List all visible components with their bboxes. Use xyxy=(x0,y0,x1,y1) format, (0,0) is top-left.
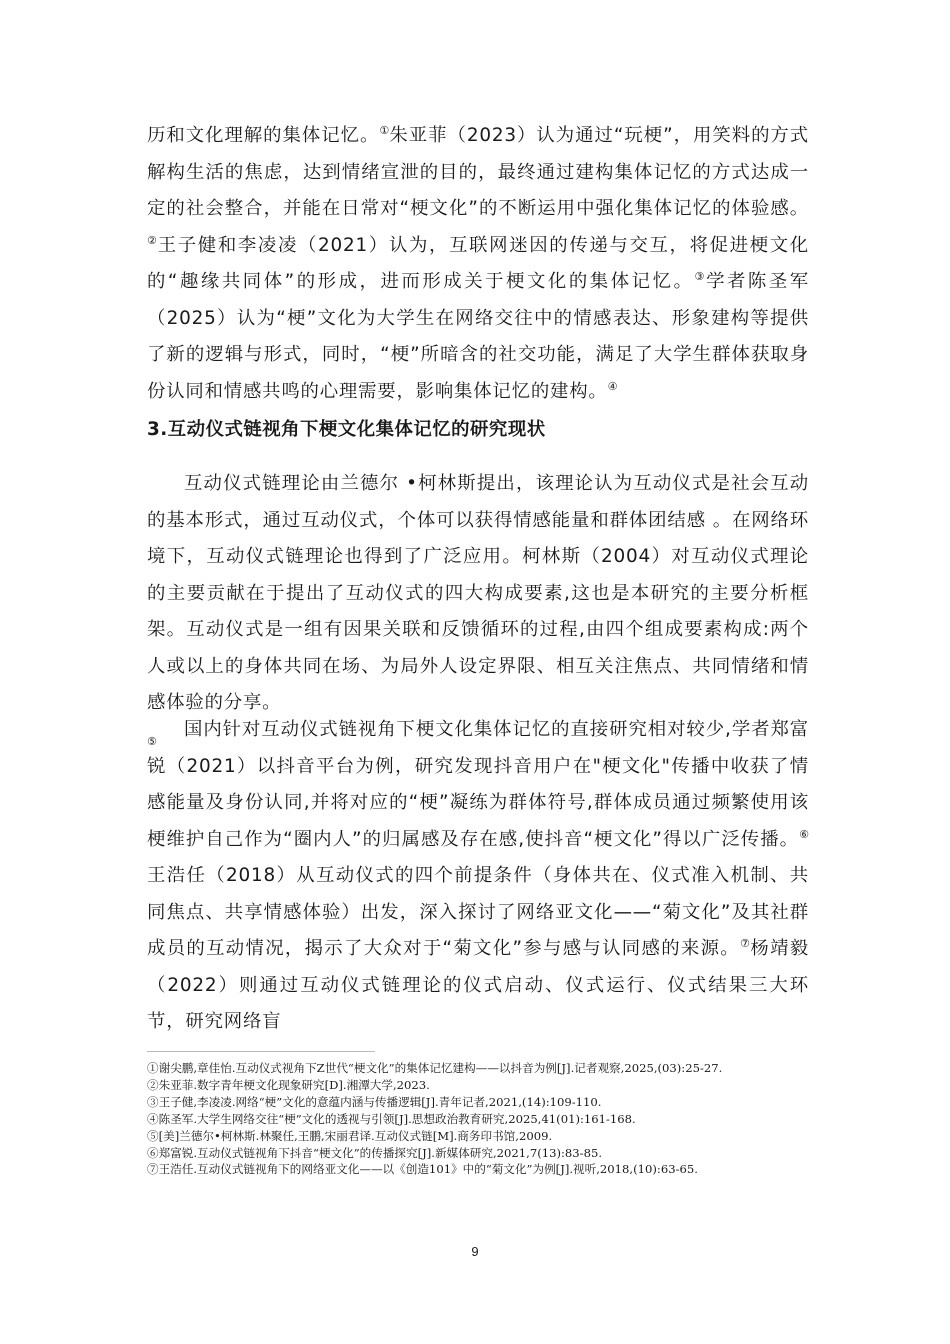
footnote-marker-1[interactable]: ① xyxy=(379,123,390,137)
paragraph-text: 国内针对互动仪式链视角下梗文化集体记忆的直接研究相对较少,学者郑富锐（2021）以抖音平台为例，研究发现抖音用户在"梗文化"传播中收获了情感能量及身份认同,并将对应的“梗”凝练为群体符号,群体成员通过频繁使用该梗维护自己作为“圈内人”的归属感及存在感,使抖音“梗文化”得以广泛传播。 xyxy=(147,719,809,850)
footnote-item: ①谢尖鹏,章佳怡.互动仪式视角下Z世代“梗文化”的集体记忆建构——以抖音为例[J].记者观察,2025,(03):25-27. xyxy=(147,1061,723,1075)
footnote-marker-6[interactable]: ⑥ xyxy=(799,827,809,841)
paragraph-text: 历和文化理解的集体记忆。 xyxy=(147,125,380,146)
paragraph-text: 王浩任（2018）从互动仪式的四个前提条件（身体共在、仪式准入机制、共同焦点、共享情感体验）出发，深入探讨了网络亚文化——“菊文化”及其社群成员的互动情况，揭示了大众对于“菊文化”参与感与认同感的来源。 xyxy=(147,865,809,959)
footnote-marker-2[interactable]: ② xyxy=(147,233,158,247)
footnote-item: ⑦王浩任.互动仪式链视角下的网络亚文化——以《创造101》中的“菊文化”为例[J].视听,2018,(10):63-65. xyxy=(147,1162,698,1177)
page-number: 9 xyxy=(471,1244,479,1259)
paragraph-text: 杨靖毅（2022）则通过互动仪式链理论的仪式启动、仪式运行、仪式结果三大环节，研究网络盲 xyxy=(147,938,809,1032)
paragraph-text: 互动仪式链理论由兰德尔 •柯林斯提出，该理论认为互动仪式是社会互动的基本形式，通过互动仪式，个体可以获得情感能量和群体团结感 。在网络环境下，互动仪式链理论也得到了广泛应用。柯林斯（2004）对互动仪式理论的主要贡献在于提出了互动仪式的四大构成要素,这也是本研究的主要分析框架。互动仪式是一组有因果关联和反馈循环的过程,由四个组成要素构成:两个人或以上的身体共同在场、为局外人设定界限、相互关注焦点、共同情绪和情感体验的分享。 xyxy=(147,473,809,713)
paragraph-text: 学者陈圣军（2025）认为“梗”文化为大学生在网络交往中的情感表达、形象建构等提供了新的逻辑与形式，同时，“梗”所暗含的社交功能，满足了大学生群体获取身份认同和情感共鸣的心理需要，影响集体记忆的建构。 xyxy=(147,271,809,402)
footnote-item: ④陈圣军.大学生网络交往“梗”文化的透视与引领[J].思想政治教育研究,2025,41(01):161-168. xyxy=(147,1111,636,1126)
body-paragraph-1 xyxy=(147,118,809,410)
footnote-marker-5[interactable]: ⑤ xyxy=(147,734,157,748)
footnote-marker-7[interactable]: ⑦ xyxy=(740,936,751,950)
body-paragraph-3 xyxy=(147,712,809,1041)
footnote-list xyxy=(147,1060,809,1178)
footnote-separator xyxy=(147,1051,375,1052)
footnote-item: ②朱亚菲.数字青年梗文化现象研究[D].湘潭大学,2023. xyxy=(147,1077,430,1092)
footnote-item: ③王子健,李凌凌.网络“梗”文化的意蕴内涵与传播逻辑[J].青年记者,2021,(14):109-110. xyxy=(147,1094,602,1109)
section-heading: 3.互动仪式链视角下梗文化集体记忆的研究现状 xyxy=(147,419,546,440)
paragraph-text: 王子健和李凌凌（2021）认为，互联网迷因的传递与交互，将促进梗文化的“趣缘共同体”的形成，进而形成关于梗文化的集体记忆。 xyxy=(147,234,809,292)
footnote-item: ⑥郑富锐.互动仪式链视角下抖音“梗文化”的传播探究[J].新媒体研究,2021,7(13):83-85. xyxy=(147,1145,603,1160)
footnote-item: ⑤[美]兰德尔•柯林斯.林聚任,王鹏,宋丽君译.互动仪式链[M].商务印书馆,2009. xyxy=(147,1128,553,1143)
paragraph-text: 朱亚菲（2023）认为通过“玩梗”，用笑料的方式解构生活的焦虑，达到情绪宣泄的目的，最终通过建构集体记忆的方式达成一定的社会整合，并能在日常对“梗文化”的不断运用中强化集体记忆的体验感。 xyxy=(147,125,809,219)
footnote-marker-3[interactable]: ③ xyxy=(694,269,707,283)
footnote-marker-4[interactable]: ④ xyxy=(607,379,618,393)
